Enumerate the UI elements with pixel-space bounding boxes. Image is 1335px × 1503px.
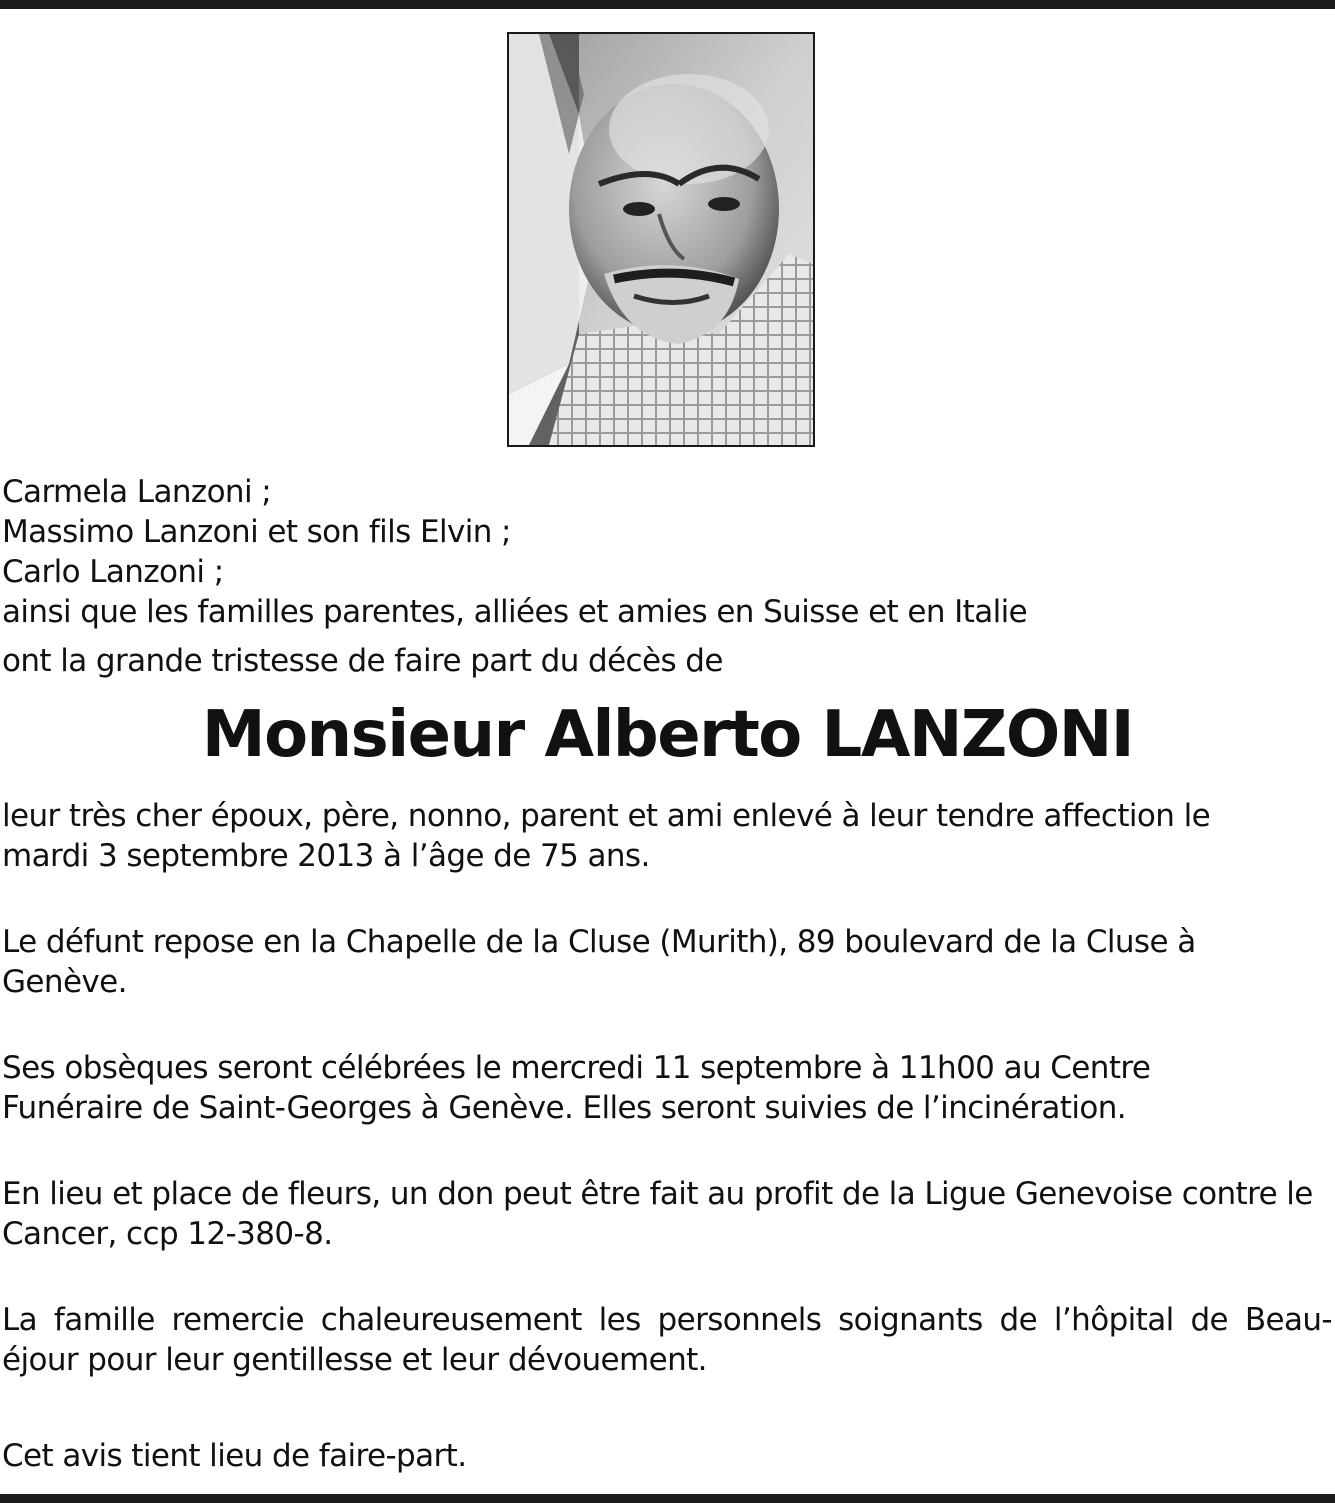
paragraph-line: Genève. [2, 964, 127, 1000]
paragraph-donation [2, 1174, 1332, 1254]
paragraph-line: Funéraire de Saint-Georges à Genève. Elles seront suivies de l’incinération. [2, 1090, 1126, 1126]
family-line: Carmela Lanzoni ; [2, 474, 272, 510]
paragraph-line: leur très cher époux, père, nonno, parent et ami enlevé à leur tendre affection le [2, 798, 1211, 834]
paragraph-line: Cancer, ccp 12-380-8. [2, 1216, 333, 1252]
family-line: Massimo Lanzoni et son fils Elvin ; [2, 514, 511, 550]
paragraph-tribute [2, 796, 1332, 876]
family-line: Carlo Lanzoni ; [2, 554, 224, 590]
paragraph-funeral [2, 1048, 1332, 1128]
portrait-photo [507, 32, 815, 447]
paragraph-line: mardi 3 septembre 2013 à l’âge de 75 ans. [2, 838, 650, 874]
family-list [2, 472, 1027, 632]
closing-note: Cet avis tient lieu de faire-part. [2, 1438, 467, 1474]
paragraph-resting-place [2, 922, 1332, 1002]
bottom-rule [0, 1494, 1335, 1503]
paragraph-line: La famille remercie chaleureusement les personnels soignants de l’hôpital de Beau- [2, 1302, 1332, 1338]
paragraph-line: En lieu et place de fleurs, un don peut être fait au profit de la Ligue Genevoise contre le [2, 1176, 1313, 1212]
family-line: ainsi que les familles parentes, alliées et amies en Suisse et en Italie [2, 594, 1028, 630]
paragraph-thanks [2, 1300, 1332, 1380]
paragraph-line: Le défunt repose en la Chapelle de la Cluse (Murith), 89 boulevard de la Cluse à [2, 924, 1196, 960]
paragraph-line: éjour pour leur gentillesse et leur dévouement. [2, 1342, 707, 1378]
paragraph-line: Ses obsèques seront célébrées le mercredi 11 septembre à 11h00 au Centre [2, 1050, 1151, 1086]
deceased-name: Monsieur Alberto LANZONI [201, 698, 1134, 772]
announcement-intro: ont la grande tristesse de faire part du décès de [2, 643, 723, 679]
top-rule [0, 0, 1335, 9]
